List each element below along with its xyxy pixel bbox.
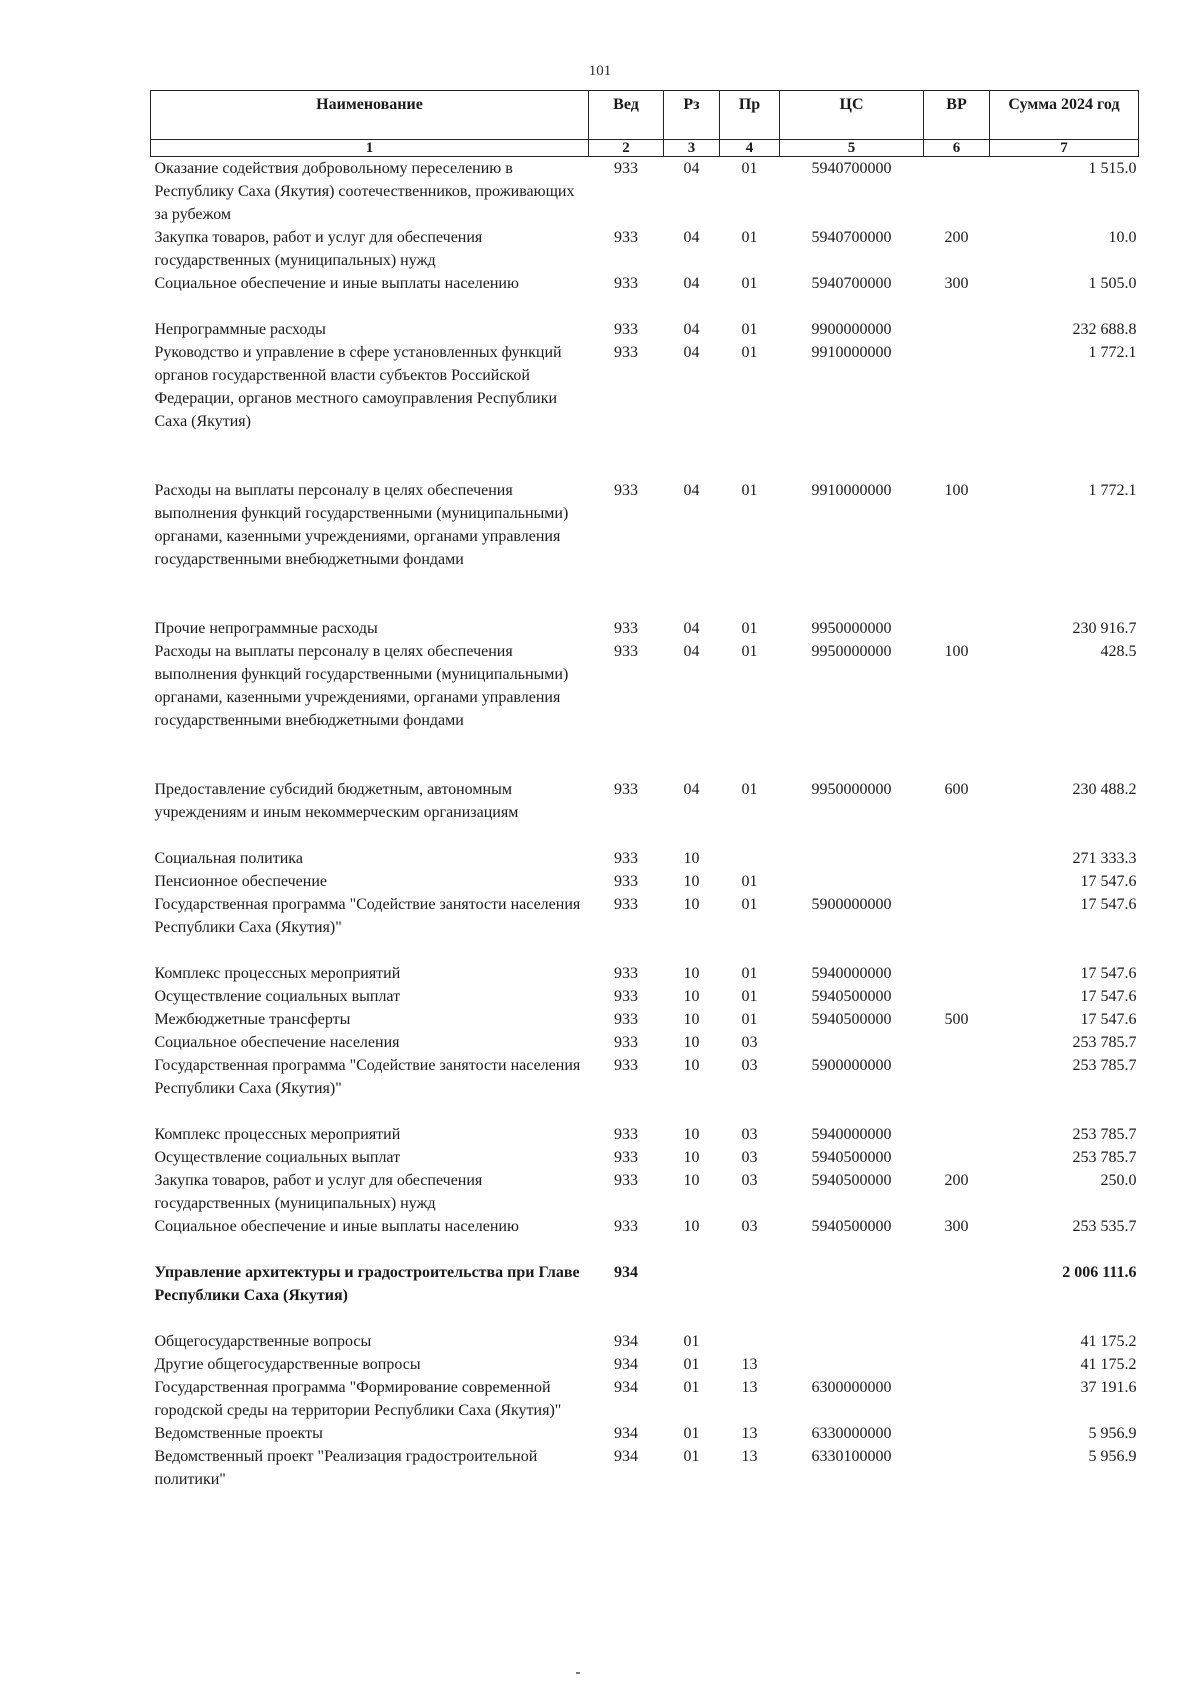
cell-pr: 03 [741,1218,758,1235]
cell-vr [924,1445,990,1491]
cell-cs: 9950000000 [811,643,892,660]
cell-name: Общегосударственные вопросы [154,1333,372,1350]
cell-vr [924,847,990,870]
header-cs: ЦС [780,91,924,140]
cell-name: Прочие непрограммные расходы [154,620,378,637]
cell-sum: 1 772.1 [1088,344,1137,361]
cell-vr [924,341,990,479]
cell-vr [924,157,990,227]
cell-cs: 9910000000 [811,482,892,499]
cell-sum: 1 515.0 [1088,160,1137,177]
cell-rz: 01 [683,1379,700,1396]
cell-ved: 933 [614,643,638,660]
header-name: Наименование [151,91,589,140]
cell-rz: 04 [683,781,700,798]
header-ved: Вед [589,91,664,140]
cell-cs: 6300000000 [811,1379,892,1396]
cell-ved: 933 [614,988,638,1005]
cell-name: Социальное обеспечение населения [154,1034,400,1051]
table-row [151,1169,1139,1215]
cell-sum: 253 785.7 [1072,1034,1137,1051]
table-row [151,318,1139,341]
cell-sum: 253 535.7 [1072,1218,1137,1235]
cell-name: Расходы на выплаты персоналу в целях обеспечения выполнения функций государственными (муниципальными) органами, казенными учреждениями, органами управления государственными внебюджетными фондами [154,482,569,568]
cell-rz: 01 [683,1448,700,1465]
cell-pr: 03 [741,1057,758,1074]
cell-sum: 250.0 [1100,1172,1137,1189]
cell-pr: 03 [741,1034,758,1051]
cell-vr: 100 [944,482,969,499]
cell-sum: 17 547.6 [1080,1011,1137,1028]
cell-vr: 300 [944,1218,969,1235]
column-number: 1 [151,140,589,157]
cell-ved: 933 [614,1149,638,1166]
column-number: 3 [664,140,720,157]
cell-rz: 04 [683,160,700,177]
table-row [151,1146,1139,1169]
table-row [151,1054,1139,1123]
cell-pr: 01 [741,965,758,982]
cell-pr: 01 [741,620,758,637]
cell-rz: 10 [683,1149,700,1166]
cell-name: Расходы на выплаты персоналу в целях обеспечения выполнения функций государственными (муниципальными) органами, казенными учреждениями, органами управления государственными внебюджетными фондами [154,643,569,729]
cell-rz: 10 [683,896,700,913]
column-number: 7 [990,140,1139,157]
cell-name: Ведомственные проекты [154,1425,323,1442]
cell-sum: 17 547.6 [1080,896,1137,913]
cell-ved: 934 [614,1379,638,1396]
cell-pr: 01 [741,229,758,246]
cell-pr [720,1330,780,1353]
cell-sum: 10.0 [1108,229,1137,246]
cell-ved: 933 [614,1034,638,1051]
cell-ved: 934 [614,1425,638,1442]
table-row [151,1330,1139,1353]
cell-sum: 2 006 111.6 [1062,1264,1137,1281]
cell-cs: 5940500000 [811,1149,892,1166]
cell-cs: 5940700000 [811,160,892,177]
cell-cs: 5940700000 [811,229,892,246]
cell-ved: 934 [614,1356,638,1373]
cell-ved: 933 [614,482,638,499]
cell-vr [924,1054,990,1123]
table-row [151,1261,1139,1330]
cell-ved: 934 [614,1264,638,1281]
cell-sum: 428.5 [1100,643,1137,660]
cell-name: Социальное обеспечение и иные выплаты населению [154,275,519,292]
cell-pr [720,847,780,870]
cell-name: Комплекс процессных мероприятий [154,965,401,982]
cell-pr: 01 [741,1011,758,1028]
cell-ved: 933 [614,344,638,361]
cell-pr: 13 [741,1356,758,1373]
cell-name: Пенсионное обеспечение [154,873,327,890]
cell-name: Осуществление социальных выплат [154,1149,401,1166]
table-row [151,962,1139,985]
cell-cs: 5900000000 [811,896,892,913]
cell-cs: 5940500000 [811,988,892,1005]
cell-sum: 253 785.7 [1072,1149,1137,1166]
cell-rz [664,1261,720,1330]
cell-pr: 03 [741,1126,758,1143]
cell-cs: 9900000000 [811,321,892,338]
cell-rz: 04 [683,275,700,292]
cell-rz: 10 [683,1218,700,1235]
table-row [151,778,1139,847]
cell-vr [924,985,990,1008]
cell-cs: 9950000000 [811,781,892,798]
cell-vr [924,1353,990,1376]
cell-rz: 01 [683,1356,700,1373]
table-row [151,1376,1139,1422]
table-row [151,479,1139,617]
cell-sum: 253 785.7 [1072,1057,1137,1074]
cell-sum: 230 488.2 [1072,781,1137,798]
cell-sum: 1 772.1 [1088,482,1137,499]
cell-cs [780,1353,924,1376]
table-row [151,1031,1139,1054]
cell-sum: 41 175.2 [1080,1356,1137,1373]
cell-vr [924,1123,990,1146]
cell-vr [924,1422,990,1445]
cell-cs [780,847,924,870]
cell-ved: 933 [614,781,638,798]
cell-vr: 200 [944,229,969,246]
header-rz: Рз [664,91,720,140]
header-pr: Пр [720,91,780,140]
cell-ved: 933 [614,1218,638,1235]
cell-name: Осуществление социальных выплат [154,988,401,1005]
cell-sum: 5 956.9 [1088,1425,1137,1442]
cell-pr: 01 [741,321,758,338]
cell-vr [924,1031,990,1054]
cell-pr: 01 [741,482,758,499]
table-row [151,1008,1139,1031]
table-row [151,640,1139,778]
cell-name: Социальная политика [154,850,303,867]
column-number: 5 [780,140,924,157]
table-row [151,870,1139,893]
cell-pr: 01 [741,275,758,292]
cell-cs: 5940000000 [811,965,892,982]
cell-cs [780,1330,924,1353]
table-row [151,157,1139,227]
cell-sum: 41 175.2 [1080,1333,1137,1350]
cell-cs: 5940500000 [811,1011,892,1028]
budget-table [150,90,1139,1491]
cell-name: Государственная программа "Содействие занятости населения Республики Саха (Якутия)" [154,896,581,936]
cell-ved: 933 [614,275,638,292]
cell-name: Другие общегосударственные вопросы [154,1356,421,1373]
cell-rz: 10 [683,988,700,1005]
cell-vr: 600 [944,781,969,798]
cell-pr [720,1261,780,1330]
cell-name: Управление архитектуры и градостроительства при Главе Республики Саха (Якутия) [154,1264,580,1304]
cell-ved: 933 [614,873,638,890]
cell-pr: 01 [741,988,758,1005]
cell-ved: 933 [614,160,638,177]
cell-sum: 5 956.9 [1088,1448,1137,1465]
cell-cs: 9950000000 [811,620,892,637]
cell-cs: 9910000000 [811,344,892,361]
cell-name: Межбюджетные трансферты [154,1011,351,1028]
cell-name: Предоставление субсидий бюджетным, автономным учреждениям и иным некоммерческим организациям [154,781,519,821]
scan-artifact [576,1672,580,1674]
cell-sum: 37 191.6 [1080,1379,1137,1396]
cell-ved: 933 [614,896,638,913]
cell-rz: 10 [683,1057,700,1074]
cell-cs: 5900000000 [811,1057,892,1074]
cell-name: Государственная программа "Содействие занятости населения Республики Саха (Якутия)" [154,1057,581,1097]
table-row [151,1422,1139,1445]
cell-name: Государственная программа "Формирование современной городской среды на территории Республики Саха (Якутия)" [154,1379,562,1419]
cell-name: Руководство и управление в сфере установленных функций органов государственной власти субъектов Российской Федерации, органов местного самоуправления Республики Саха (Якутия) [154,344,562,430]
cell-sum: 271 333.3 [1072,850,1137,867]
cell-ved: 933 [614,321,638,338]
cell-pr: 03 [741,1149,758,1166]
cell-rz: 04 [683,482,700,499]
cell-ved: 933 [614,965,638,982]
cell-sum: 230 916.7 [1072,620,1137,637]
cell-name: Закупка товаров, работ и услуг для обеспечения государственных (муниципальных) нужд [154,1172,483,1212]
cell-vr: 500 [944,1011,969,1028]
cell-sum: 1 505.0 [1088,275,1137,292]
table-row [151,1353,1139,1376]
cell-name: Ведомственный проект "Реализация градостроительной политики" [154,1448,538,1488]
cell-vr [924,1376,990,1422]
cell-sum: 253 785.7 [1072,1126,1137,1143]
cell-rz: 10 [683,873,700,890]
cell-pr: 01 [741,344,758,361]
column-number: 4 [720,140,780,157]
cell-rz: 04 [683,620,700,637]
cell-rz: 04 [683,229,700,246]
cell-ved: 933 [614,229,638,246]
table-row [151,847,1139,870]
table-row [151,617,1139,640]
cell-vr [924,893,990,962]
cell-sum: 232 688.8 [1072,321,1137,338]
cell-ved: 933 [614,1057,638,1074]
cell-vr [924,318,990,341]
cell-rz: 01 [683,1333,700,1350]
cell-sum: 17 547.6 [1080,965,1137,982]
cell-vr: 100 [944,643,969,660]
table-row [151,1123,1139,1146]
cell-ved: 933 [614,1172,638,1189]
cell-rz: 10 [683,850,700,867]
cell-rz: 10 [683,1126,700,1143]
cell-pr: 01 [741,643,758,660]
header-sum: Сумма 2024 год [990,91,1139,140]
cell-cs: 5940700000 [811,275,892,292]
cell-vr [924,1261,990,1330]
cell-pr: 03 [741,1172,758,1189]
cell-vr [924,870,990,893]
header-vr: ВР [924,91,990,140]
cell-rz: 01 [683,1425,700,1442]
cell-pr: 13 [741,1379,758,1396]
cell-pr: 13 [741,1448,758,1465]
cell-pr: 01 [741,896,758,913]
cell-name: Оказание содействия добровольному переселению в Республику Саха (Якутия) соотечественников, проживающих за рубежом [154,160,575,223]
cell-name: Непрограммные расходы [154,321,326,338]
cell-vr: 300 [944,275,969,292]
cell-rz: 04 [683,321,700,338]
cell-rz: 10 [683,1034,700,1051]
cell-cs: 5940500000 [811,1218,892,1235]
cell-name: Комплекс процессных мероприятий [154,1126,401,1143]
table-row [151,341,1139,479]
page-number: 101 [588,63,612,79]
cell-ved: 934 [614,1448,638,1465]
cell-rz: 04 [683,344,700,361]
table-row [151,1215,1139,1261]
column-number: 6 [924,140,990,157]
cell-vr [924,1146,990,1169]
cell-cs [780,1031,924,1054]
cell-rz: 04 [683,643,700,660]
cell-ved: 933 [614,1126,638,1143]
cell-cs: 5940000000 [811,1126,892,1143]
cell-ved: 934 [614,1333,638,1350]
cell-vr [924,617,990,640]
cell-rz: 10 [683,1011,700,1028]
cell-pr: 01 [741,781,758,798]
cell-cs [780,870,924,893]
cell-vr [924,962,990,985]
cell-pr: 01 [741,160,758,177]
cell-rz: 10 [683,965,700,982]
cell-sum: 17 547.6 [1080,873,1137,890]
cell-cs: 6330100000 [811,1448,892,1465]
cell-vr [924,1330,990,1353]
table-row [151,893,1139,962]
cell-sum: 17 547.6 [1080,988,1137,1005]
cell-name: Социальное обеспечение и иные выплаты населению [154,1218,519,1235]
cell-cs [780,1261,924,1330]
cell-cs: 6330000000 [811,1425,892,1442]
cell-ved: 933 [614,1011,638,1028]
cell-ved: 933 [614,620,638,637]
cell-pr: 13 [741,1425,758,1442]
table-row [151,1445,1139,1491]
cell-cs: 5940500000 [811,1172,892,1189]
table-row [151,985,1139,1008]
column-number: 2 [589,140,664,157]
cell-pr: 01 [741,873,758,890]
cell-vr: 200 [944,1172,969,1189]
table-body [151,157,1139,1492]
cell-name: Закупка товаров, работ и услуг для обеспечения государственных (муниципальных) нужд [154,229,483,269]
cell-ved: 933 [614,850,638,867]
cell-rz: 10 [683,1172,700,1189]
table-header [151,91,1139,157]
table-row [151,226,1139,272]
table-row [151,272,1139,318]
